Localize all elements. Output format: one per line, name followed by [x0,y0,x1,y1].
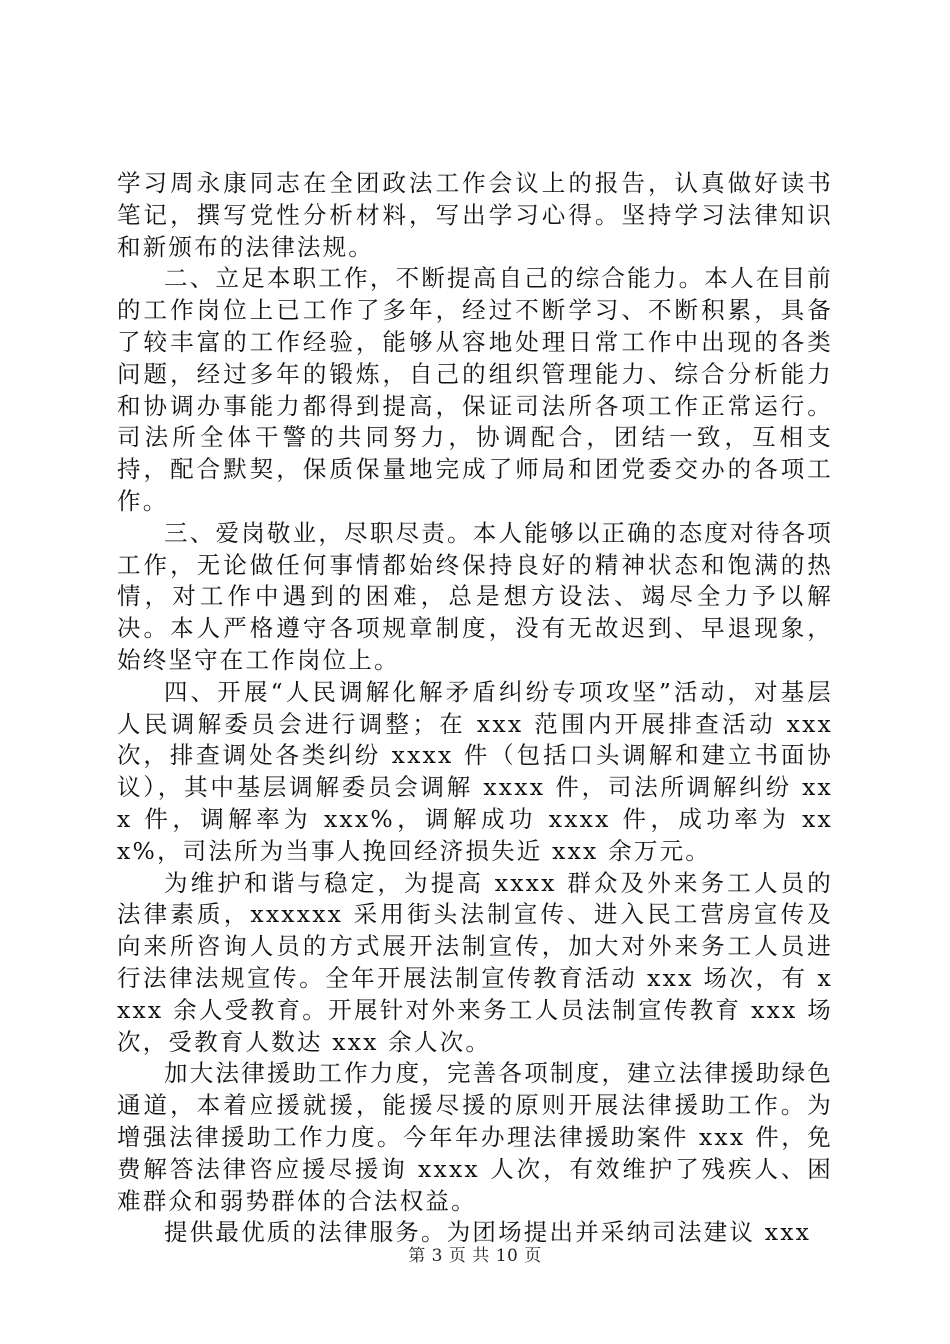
paragraph-section-two: 二、立足本职工作，不断提高自己的综合能力。本人在目前的工作岗位上已工作了多年，经过不断学习、不断积累，具备了较丰富的工作经验，能够从容地处理日常工作中出现的各类问题，经过多年的锻炼，自己的组织管理能力、综合分析能力和协调办事能力都得到提高，保证司法所各项工作正常运行。司法所全体干警的共同努力，协调配合，团结一致，互相支持，配合默契，保质保量地完成了师局和团党委交办的各项工作。 [117,264,833,515]
paragraph-legal-aid: 加大法律援助工作力度，完善各项制度，建立法律援助绿色通道，本着应援就援，能援尽援的原则开展法律援助工作。为增强法律援助工作力度。今年年办理法律援助案件 xxx 件，免费解答法律咨应援尽援询 xxxx 人次，有效维护了残疾人、困难群众和弱势群体的合法权益。 [117,1059,833,1215]
paragraph-section-three: 三、爱岗敬业，尽职尽责。本人能够以正确的态度对待各项工作，无论做任何事情都始终保持良好的精神状态和饱满的热情，对工作中遇到的困难，总是想方设法、竭尽全力予以解决。本人严格遵守各项规章制度，没有无故迟到、早退现象，始终坚守在工作岗位上。 [117,518,833,674]
page-footer: 第 3 页 共 10 页 [408,1246,542,1266]
paragraph-section-four: 四、开展“人民调解化解矛盾纠纷专项攻坚”活动，对基层人民调解委员会进行调整；在 xxx 范围内开展排查活动 xxx 次，排查调处各类纠纷 xxxx 件（包括口头调解和建立书面协议），其中基层调解委员会调解 xxxx 件，司法所调解纠纷 xxx 件，调解率为 xxx%，调解成功 xxxx 件，成功率为 xxx%，司法所为当事人挽回经济损失近 xxx 余万元。 [117,677,833,865]
document-body [117,168,833,1249]
paragraph-legal-publicity: 为维护和谐与稳定，为提高 xxxx 群众及外来务工人员的法律素质，xxxxxx 采用街头法制宣传、进入民工营房宣传及向来所咨询人员的方式展开法制宣传，加大对外来务工人员进行法律法规宣传。全年开展法制宣传教育活动 xxx 场次，有 xxxx 余人受教育。开展针对外来务工人员法制宣传教育 xxx 场次，受教育人数达 xxx 余人次。 [117,868,833,1056]
paragraph-legal-service: 提供最优质的法律服务。为团场提出并采纳司法建议 xxx [164,1218,812,1247]
paragraph-study: 学习周永康同志在全团政法工作会议上的报告，认真做好读书笔记，撰写党性分析材料，写出学习心得。坚持学习法律知识和新颁布的法律法规。 [117,169,833,261]
